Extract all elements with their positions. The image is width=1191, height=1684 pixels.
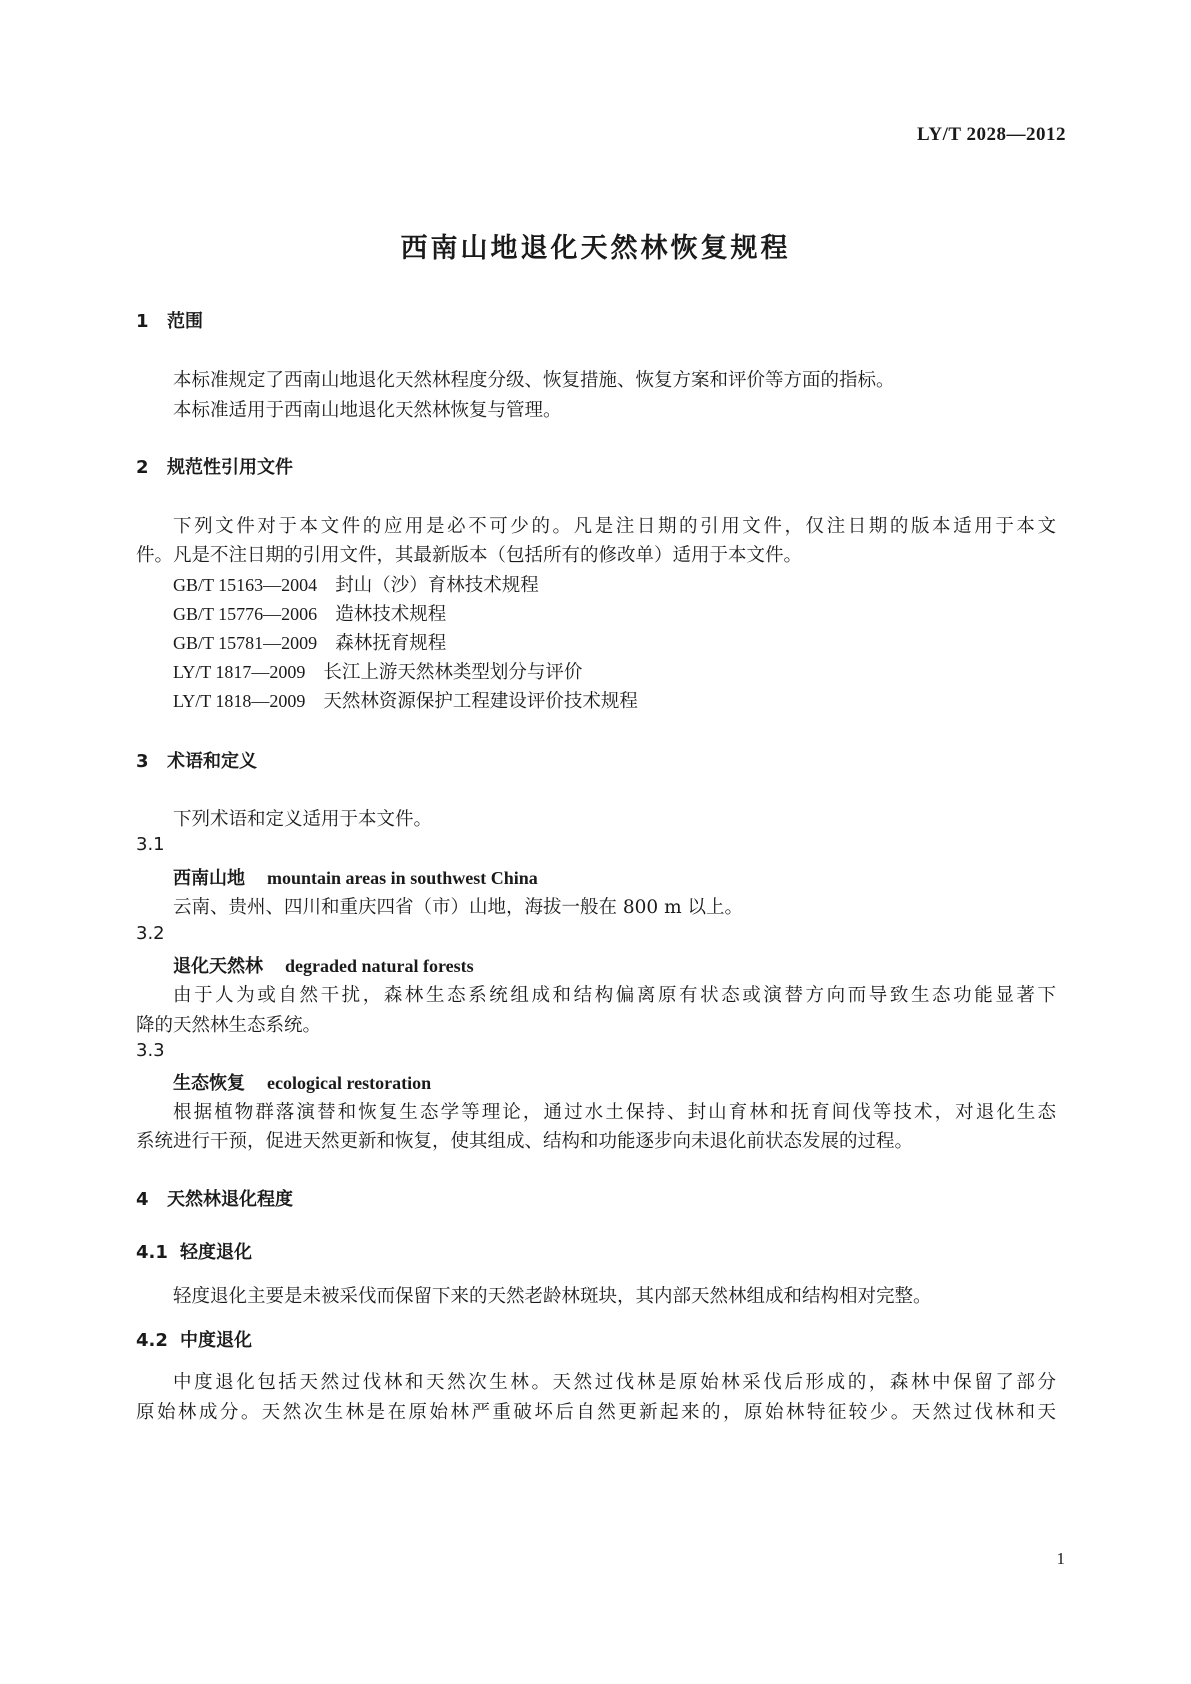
section-title: 范围 (167, 311, 203, 332)
term-number: 3.1 (136, 834, 165, 855)
section-number: 2 (136, 457, 149, 478)
section-1-heading (136, 307, 203, 333)
term-definition: 系统进行干预，促进天然更新和恢复，使其组成、结构和功能逐步向未退化前状态发展的过程。 (136, 1131, 914, 1152)
term-chinese: 西南山地 (173, 868, 245, 889)
term-definition: 由于人为或自然干扰，森林生态系统组成和结构偏离原有状态或演替方向而导致生态功能显著下 (173, 985, 1056, 1006)
subsection-number: 4.2 (136, 1330, 168, 1351)
reference-item (173, 658, 582, 684)
term-english: ecological restoration (267, 1073, 432, 1093)
reference-item (173, 687, 638, 713)
reference-code: LY/T 1817—2009 (173, 662, 306, 682)
term-definition: 根据植物群落演替和恢复生态学等理论，通过水土保持、封山育林和抚育间伐等技术，对退化生态 (173, 1102, 1056, 1123)
paragraph: 轻度退化主要是未被采伐而保留下来的天然老龄林斑块，其内部天然林组成和结构相对完整。 (173, 1286, 932, 1307)
term-english: mountain areas in southwest China (267, 868, 538, 888)
section-4-heading (136, 1185, 293, 1211)
reference-code: GB/T 15781—2009 (173, 633, 318, 653)
section-number: 4 (136, 1189, 149, 1210)
section-title: 术语和定义 (167, 751, 257, 772)
paragraph-line: 中度退化包括天然过伐林和天然次生林。天然过伐林是原始林采伐后形成的，森林中保留了部分 (173, 1372, 1056, 1393)
standard-code: LY/T 2028—2012 (916, 124, 1066, 145)
subsection-title: 轻度退化 (180, 1242, 252, 1263)
section-number: 1 (136, 311, 149, 332)
reference-code: LY/T 1818—2009 (173, 691, 306, 711)
reference-title: 造林技术规程 (335, 604, 447, 625)
term-chinese: 生态恢复 (173, 1073, 245, 1094)
reference-code: GB/T 15163—2004 (173, 575, 318, 595)
reference-title: 长江上游天然林类型划分与评价 (323, 662, 583, 683)
term-definition: 降的天然林生态系统。 (136, 1015, 322, 1036)
term-number: 3.3 (136, 1040, 165, 1061)
subsection-4-1-heading (136, 1238, 252, 1264)
term-chinese: 退化天然林 (173, 956, 263, 977)
term-number: 3.2 (136, 923, 165, 944)
section-2-heading (136, 453, 293, 479)
document-title: 西南山地退化天然林恢复规程 (400, 233, 791, 264)
section-number: 3 (136, 751, 149, 772)
subsection-title: 中度退化 (180, 1330, 252, 1351)
reference-code: GB/T 15776—2006 (173, 604, 318, 624)
section-3-heading (136, 747, 257, 773)
reference-title: 天然林资源保护工程建设评价技术规程 (323, 691, 638, 712)
term-entry (173, 1069, 431, 1095)
paragraph: 本标准规定了西南山地退化天然林程度分级、恢复措施、恢复方案和评价等方面的指标。 (173, 370, 895, 391)
reference-title: 森林抚育规程 (335, 633, 447, 654)
paragraph-line: 件。凡是不注日期的引用文件，其最新版本（包括所有的修改单）适用于本文件。 (136, 545, 803, 566)
term-english: degraded natural forests (285, 956, 474, 976)
paragraph: 下列术语和定义适用于本文件。 (173, 809, 433, 830)
reference-item (173, 600, 446, 626)
reference-title: 封山（沙）育林技术规程 (335, 575, 539, 596)
page-number: 1 (1056, 1549, 1065, 1568)
term-definition: 云南、贵州、四川和重庆四省（市）山地，海拔一般在 800 m 以上。 (173, 897, 743, 918)
subsection-number: 4.1 (136, 1242, 168, 1263)
subsection-4-2-heading (136, 1326, 252, 1352)
section-title: 规范性引用文件 (167, 457, 293, 478)
section-title: 天然林退化程度 (167, 1189, 293, 1210)
term-entry (173, 952, 474, 978)
paragraph-line: 原始林成分。天然次生林是在原始林严重破坏后自然更新起来的，原始林特征较少。天然过伐林和天 (136, 1402, 1056, 1423)
reference-item (173, 571, 539, 597)
paragraph-line: 下列文件对于本文件的应用是必不可少的。凡是注日期的引用文件，仅注日期的版本适用于本文 (173, 516, 1056, 537)
reference-item (173, 629, 446, 655)
paragraph: 本标准适用于西南山地退化天然林恢复与管理。 (173, 400, 562, 421)
term-entry (173, 864, 538, 890)
